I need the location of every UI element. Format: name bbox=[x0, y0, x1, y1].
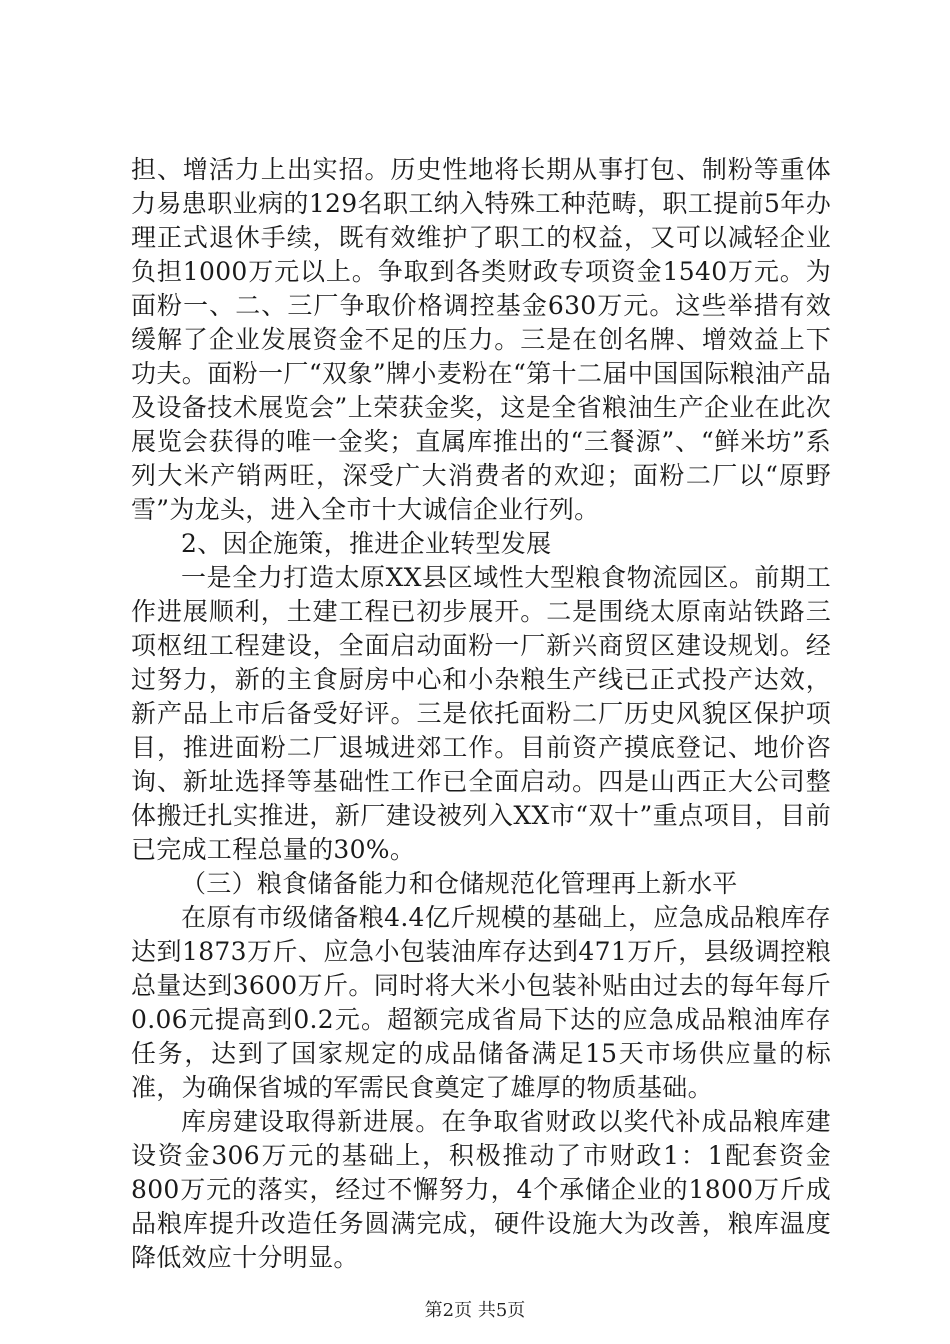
paragraph-warehouse-construction: 库房建设取得新进展。在争取省财政以奖代补成品粮库建设资金306万元的基础上，积极推动了市财政1：1配套资金800万元的落实，经过不懈努力，4个承储企业的1800万斤成品粮库提升改造任务圆满完成，硬件设施大为改善，粮库温度降低效应十分明显。 bbox=[131, 1107, 831, 1272]
paragraph-reserve-capacity: 在原有市级储备粮4.4亿斤规模的基础上，应急成品粮库存达到1873万斤、应急小包装油库存达到471万斤，县级调控粮总量达到3600万斤。同时将大米小包装补贴由过去的每年每斤0.06元提高到0.2元。超额完成省局下达的应急成品粮油库存任务，达到了国家规定的成品储备满足15天市场供应量的标准，为确保省城的军需民食奠定了雄厚的物质基础。 bbox=[131, 903, 831, 1102]
page-number-footer: 第2页 共5页 bbox=[424, 1300, 526, 1321]
document-body bbox=[131, 153, 831, 1275]
section-heading-grain-reserve: （三）粮食储备能力和仓储规范化管理再上新水平 bbox=[181, 869, 738, 898]
paragraph-transformation-details: 一是全力打造太原XX县区域性大型粮食物流园区。前期工作进展顺利，土建工程已初步展开。二是围绕太原南站铁路三项枢纽工程建设，全面启动面粉一厂新兴商贸区建设规划。经过努力，新的主食厨房中心和小杂粮生产线已正式投产达效，新产品上市后备受好评。三是依托面粉二厂历史风貌区保护项目，推进面粉二厂退城进郊工作。目前资产摸底登记、地价咨询、新址选择等基础性工作已全面启动。四是山西正大公司整体搬迁扎实推进，新厂建设被列入XX市“双十”重点项目，目前已完成工程总量的30%。 bbox=[131, 563, 831, 864]
section-heading-enterprise-transformation: 2、因企施策，推进企业转型发展 bbox=[181, 529, 552, 558]
paragraph-enterprise-burden: 担、增活力上出实招。历史性地将长期从事打包、制粉等重体力易患职业病的129名职工纳入特殊工种范畴，职工提前5年办理正式退休手续，既有效维护了职工的权益，又可以减轻企业负担1000万元以上。争取到各类财政专项资金1540万元。为面粉一、二、三厂争取价格调控基金630万元。这些举措有效缓解了企业发展资金不足的压力。三是在创名牌、增效益上下功夫。面粉一厂“双象”牌小麦粉在“第十二届中国国际粮油产品及设备技术展览会”上荣获金奖，这是全省粮油生产企业在此次展览会获得的唯一金奖；直属库推出的“三餐源”、“鲜米坊”系列大米产销两旺，深受广大消费者的欢迎；面粉二厂以“原野雪”为龙头，进入全市十大诚信企业行列。 bbox=[131, 155, 831, 524]
